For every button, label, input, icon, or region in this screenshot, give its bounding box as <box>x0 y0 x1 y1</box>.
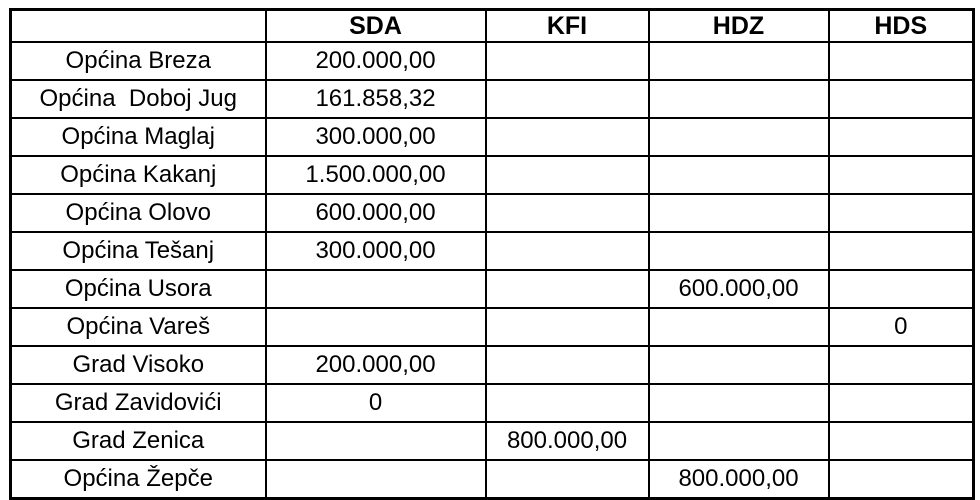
row-label: Općina Tešanj <box>11 232 266 270</box>
cell-kfi <box>486 194 649 232</box>
cell-sda: 300.000,00 <box>266 118 486 156</box>
cell-sda <box>266 460 486 499</box>
row-label: Općina Usora <box>11 270 266 308</box>
table-row-tesanj <box>11 232 974 270</box>
cell-hds: 0 <box>829 308 974 346</box>
column-header-hdz: HDZ <box>649 10 829 43</box>
cell-hdz: 600.000,00 <box>649 270 829 308</box>
cell-kfi <box>486 156 649 194</box>
table-row-usora <box>11 270 974 308</box>
cell-hdz <box>649 422 829 460</box>
table-row-maglaj <box>11 118 974 156</box>
cell-hdz <box>649 156 829 194</box>
cell-sda: 600.000,00 <box>266 194 486 232</box>
cell-hds <box>829 232 974 270</box>
table-row-zenica <box>11 422 974 460</box>
cell-kfi <box>486 80 649 118</box>
cell-hds <box>829 346 974 384</box>
cell-sda <box>266 422 486 460</box>
cell-hds <box>829 384 974 422</box>
row-label: Grad Zenica <box>11 422 266 460</box>
cell-kfi <box>486 308 649 346</box>
table-row-breza <box>11 42 974 80</box>
cell-kfi: 800.000,00 <box>486 422 649 460</box>
row-label: Općina Vareš <box>11 308 266 346</box>
row-label: Grad Visoko <box>11 346 266 384</box>
column-header-kfi: KFI <box>486 10 649 43</box>
cell-hdz <box>649 80 829 118</box>
cell-hds <box>829 118 974 156</box>
table-row-doboj-jug <box>11 80 974 118</box>
cell-hdz <box>649 232 829 270</box>
cell-kfi <box>486 270 649 308</box>
table-row-visoko <box>11 346 974 384</box>
cell-sda: 300.000,00 <box>266 232 486 270</box>
corner-header-cell <box>11 10 266 43</box>
page <box>0 8 980 492</box>
cell-hds <box>829 156 974 194</box>
cell-hdz <box>649 346 829 384</box>
row-label: Općina Breza <box>11 42 266 80</box>
row-label: Općina Žepče <box>11 460 266 499</box>
cell-hdz <box>649 118 829 156</box>
municipality-party-allocation-table <box>9 8 975 500</box>
cell-sda: 200.000,00 <box>266 42 486 80</box>
row-label: Općina Olovo <box>11 194 266 232</box>
cell-kfi <box>486 460 649 499</box>
cell-sda <box>266 270 486 308</box>
column-header-hds: HDS <box>829 10 974 43</box>
cell-hdz <box>649 384 829 422</box>
cell-hdz <box>649 42 829 80</box>
table-row-kakanj <box>11 156 974 194</box>
cell-hdz: 800.000,00 <box>649 460 829 499</box>
cell-hds <box>829 460 974 499</box>
cell-kfi <box>486 232 649 270</box>
table-row-olovo <box>11 194 974 232</box>
cell-kfi <box>486 346 649 384</box>
row-label: Općina Maglaj <box>11 118 266 156</box>
cell-hds <box>829 80 974 118</box>
row-label: Općina Kakanj <box>11 156 266 194</box>
cell-kfi <box>486 384 649 422</box>
table-row-vares <box>11 308 974 346</box>
cell-hdz <box>649 308 829 346</box>
cell-sda: 161.858,32 <box>266 80 486 118</box>
table-row-zepce <box>11 460 974 499</box>
cell-sda: 200.000,00 <box>266 346 486 384</box>
column-header-sda: SDA <box>266 10 486 43</box>
cell-hds <box>829 270 974 308</box>
cell-sda <box>266 308 486 346</box>
cell-kfi <box>486 42 649 80</box>
row-label: Grad Zavidovići <box>11 384 266 422</box>
cell-hds <box>829 422 974 460</box>
header-row <box>11 10 974 43</box>
cell-kfi <box>486 118 649 156</box>
cell-sda: 0 <box>266 384 486 422</box>
cell-hds <box>829 194 974 232</box>
cell-hds <box>829 42 974 80</box>
cell-sda: 1.500.000,00 <box>266 156 486 194</box>
cell-hdz <box>649 194 829 232</box>
row-label: Općina Doboj Jug <box>11 80 266 118</box>
table-row-zavidovici <box>11 384 974 422</box>
